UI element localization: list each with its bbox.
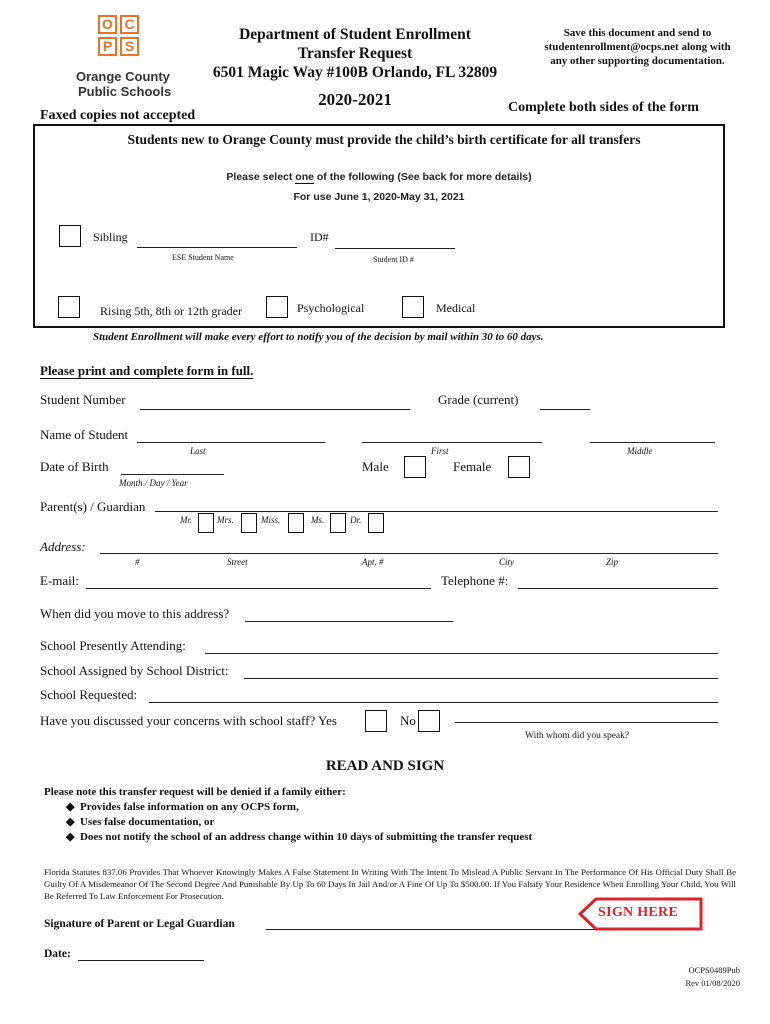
notify-note: Student Enrollment will make every effort to notify you of the decision by mail within 30 to 60 days. [93, 331, 544, 343]
department-address: 6501 Magic Way #100B Orlando, FL 32809 [212, 64, 498, 81]
id-label: ID# [310, 230, 329, 244]
signature-label: Signature of Parent or Legal Guardian [44, 918, 235, 930]
discussed-yes-checkbox[interactable] [365, 710, 387, 732]
read-and-sign-heading: READ AND SIGN [325, 758, 445, 774]
email-field[interactable] [86, 572, 431, 589]
mr-checkbox[interactable] [198, 513, 214, 533]
bullet-diamond-icon: ◆ [66, 816, 75, 828]
date-field[interactable] [78, 944, 204, 961]
middle-caption: Middle [627, 446, 653, 456]
addr-apt-caption: Apt. # [362, 557, 384, 567]
dob-label: Date of Birth [40, 459, 109, 474]
email-label: E-mail: [40, 573, 79, 588]
address-field[interactable] [100, 537, 718, 554]
middle-name-field[interactable] [590, 426, 715, 443]
male-checkbox[interactable] [404, 456, 426, 478]
complete-both-note: Complete both sides of the form [508, 100, 699, 115]
birth-certificate-notice: Students new to Orange County must provide the child’s birth certificate for all transfers [127, 132, 641, 147]
school-present-field[interactable] [205, 637, 718, 654]
medical-checkbox[interactable] [402, 296, 424, 318]
denial-bullet-2-text: Uses false documentation, or [79, 816, 215, 828]
last-name-field[interactable] [137, 426, 325, 443]
title-mr: Mr. [180, 515, 193, 525]
title-ms: Ms. [311, 515, 325, 525]
dob-format-caption: Month / Day / Year [119, 478, 188, 488]
title-miss: Miss. [261, 515, 281, 525]
select-text-post: of the following (See back for more details) [313, 171, 532, 183]
parent-guardian-label: Parent(s) / Guardian [40, 499, 146, 514]
school-present-label: School Presently Attending: [40, 638, 186, 653]
rising-grader-label: Rising 5th, 8th or 12th grader [100, 304, 242, 318]
bullet-diamond-icon: ◆ [66, 831, 75, 843]
first-caption: First [431, 446, 449, 456]
telephone-label: Telephone #: [441, 573, 509, 588]
logo-letter-o: O [98, 15, 117, 34]
school-assigned-field[interactable] [244, 662, 718, 679]
florida-statute-text: Florida Statutes 837.06 Provides That Whoever Knowingly Makes A False Statement In Writing With The Intent To Mislead A Public Servant In The Performance Of His Official Duty Shall Be Guilty Of A Misdemeanor Of The Second Degree And Punishable By Up To 60 Days In Jail And/or A Fine Of Up To $500.00. If You Falsify Your Residence When Enrolling Your Child, You Will Be Referred To Law Enforcement For Prosecution. [44, 867, 736, 901]
denial-bullet-1-text: Provides false information on any OCPS form, [79, 801, 299, 813]
name-of-student-label: Name of Student [40, 427, 129, 442]
student-id-caption: Student ID # [373, 255, 414, 264]
addr-number-caption: # [135, 557, 140, 567]
sibling-label: Sibling [93, 230, 128, 244]
student-number-label: Student Number [40, 392, 126, 407]
logo-letter-c: C [120, 15, 139, 34]
select-text-one: one [295, 171, 314, 183]
form-title: Transfer Request [297, 45, 413, 62]
medical-label: Medical [436, 301, 476, 315]
discussed-label: Have you discussed your concerns with school staff? Yes [40, 713, 337, 728]
moved-date-field[interactable] [245, 605, 453, 622]
logo-letter-s: S [120, 37, 139, 56]
addr-city-caption: City [499, 557, 514, 567]
student-number-field[interactable] [140, 393, 410, 410]
mrs-checkbox[interactable] [241, 513, 257, 533]
print-heading: Please print and complete form in full. [40, 363, 254, 378]
with-whom-field[interactable] [455, 706, 718, 723]
psychological-label: Psychological [297, 301, 365, 315]
rising-grader-checkbox[interactable] [58, 296, 80, 318]
denial-bullet-3-text: Does not notify the school of an address change within 10 days of submitting the transfer request [79, 831, 533, 843]
school-year: 2020-2021 [318, 90, 392, 109]
title-dr: Dr. [350, 515, 362, 525]
denial-note: Please note this transfer request will be denied if a family either: [44, 786, 346, 798]
sibling-checkbox[interactable] [59, 225, 81, 247]
discussed-no-checkbox[interactable] [418, 710, 440, 732]
addr-zip-caption: Zip [606, 557, 619, 567]
save-note: Save this document and send to studentenrollment@ocps.net along with any other supporting documentation. [544, 27, 731, 67]
moved-label: When did you move to this address? [40, 606, 230, 621]
school-requested-label: School Requested: [40, 687, 138, 702]
female-checkbox[interactable] [508, 456, 530, 478]
denial-bullet-3 [66, 830, 532, 845]
miss-checkbox[interactable] [288, 513, 304, 533]
ms-checkbox[interactable] [330, 513, 346, 533]
logo-text-line1: Orange County [76, 69, 170, 84]
male-label: Male [362, 459, 389, 474]
logo-letter-p: P [98, 37, 117, 56]
select-instruction [33, 171, 725, 183]
date-label: Date: [44, 948, 71, 960]
grade-field[interactable] [540, 393, 590, 410]
title-mrs: Mrs. [217, 515, 234, 525]
psychological-checkbox[interactable] [266, 296, 288, 318]
bullet-diamond-icon: ◆ [66, 801, 75, 813]
with-whom-caption: With whom did you speak? [525, 731, 630, 741]
denial-bullets [66, 800, 532, 845]
school-assigned-label: School Assigned by School District: [40, 663, 229, 678]
denial-bullet-2 [66, 815, 532, 830]
ese-student-name-caption: ESE Student Name [172, 253, 234, 262]
sign-here-label: SIGN HERE [598, 905, 679, 920]
select-text-pre: Please select [226, 171, 296, 183]
address-label: Address: [40, 539, 86, 554]
school-requested-field[interactable] [149, 686, 718, 703]
logo-text-line2: Public Schools [78, 84, 172, 99]
dr-checkbox[interactable] [368, 513, 384, 533]
form-code: OCPS0489Pub [688, 965, 740, 975]
first-name-field[interactable] [362, 426, 542, 443]
female-label: Female [453, 459, 492, 474]
grade-label: Grade (current) [438, 392, 519, 407]
dob-field[interactable] [121, 458, 224, 475]
discussed-no-label: No [400, 713, 416, 728]
faxed-note: Faxed copies not accepted [40, 108, 196, 123]
telephone-field[interactable] [518, 572, 718, 589]
parent-guardian-field[interactable] [155, 495, 718, 512]
denial-bullet-1 [66, 800, 532, 815]
addr-street-caption: Street [227, 557, 248, 567]
revision-date: Rev 01/08/2020 [685, 978, 740, 988]
department-title: Department of Student Enrollment [239, 26, 471, 43]
transfer-type-box [33, 124, 725, 328]
ese-student-name-line[interactable] [137, 247, 297, 248]
last-caption: Last [190, 446, 206, 456]
student-id-line[interactable] [335, 248, 455, 249]
use-dates: For use June 1, 2020-May 31, 2021 [293, 191, 465, 203]
